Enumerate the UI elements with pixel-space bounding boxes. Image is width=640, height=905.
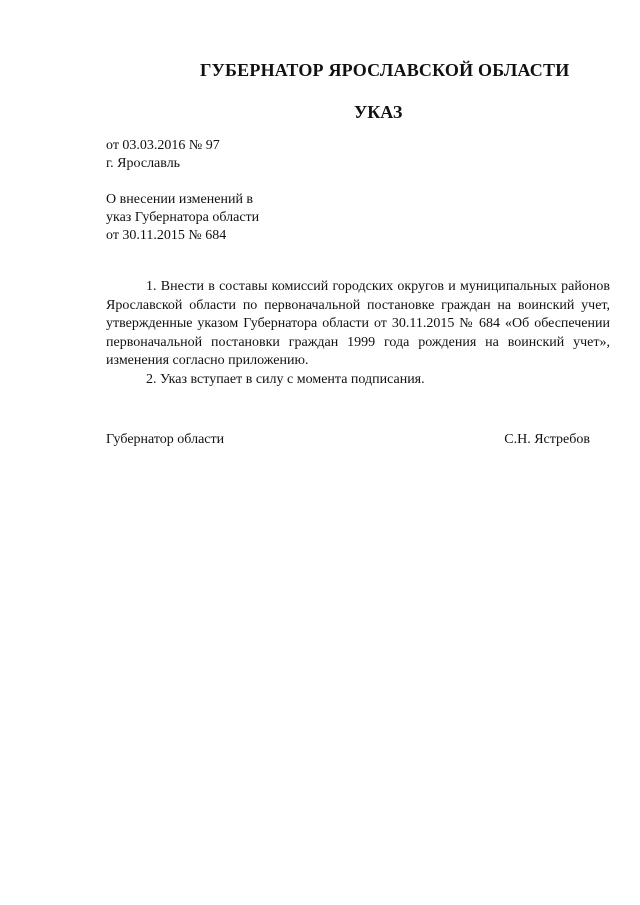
body-paragraph-2: 2. Указ вступает в силу с момента подписания. xyxy=(146,371,425,387)
subject-line-1: О внесении изменений в xyxy=(106,192,254,207)
body-paragraph-1: 1. Внести в составы комиссий городских округов и муниципальных районов Ярославской области по первоначальной постановке граждан на воинский учет, утвержденные указом Губернатора области от 30.11.2015 № 684 «Об обеспечении первоначальной постановки граждан 1999 года рождения на воинский учет», изменения согласно приложению. xyxy=(106,279,610,368)
subject-line-3: от 30.11.2015 № 684 xyxy=(106,228,227,243)
document-subject xyxy=(106,191,259,245)
subject-line-2: указ Губернатора области xyxy=(106,210,260,225)
document-type: УКАЗ xyxy=(354,102,403,122)
document-body xyxy=(106,278,610,389)
signatory-name: С.Н. Ястребов xyxy=(504,432,590,447)
document-title: ГУБЕРНАТОР ЯРОСЛАВСКОЙ ОБЛАСТИ xyxy=(200,60,570,80)
document-date-number: от 03.03.2016 № 97 xyxy=(106,138,220,153)
signature-block xyxy=(106,432,590,448)
document-city: г. Ярославль xyxy=(106,156,181,171)
signatory-position: Губернатор области xyxy=(106,432,225,447)
document-meta xyxy=(106,137,220,173)
